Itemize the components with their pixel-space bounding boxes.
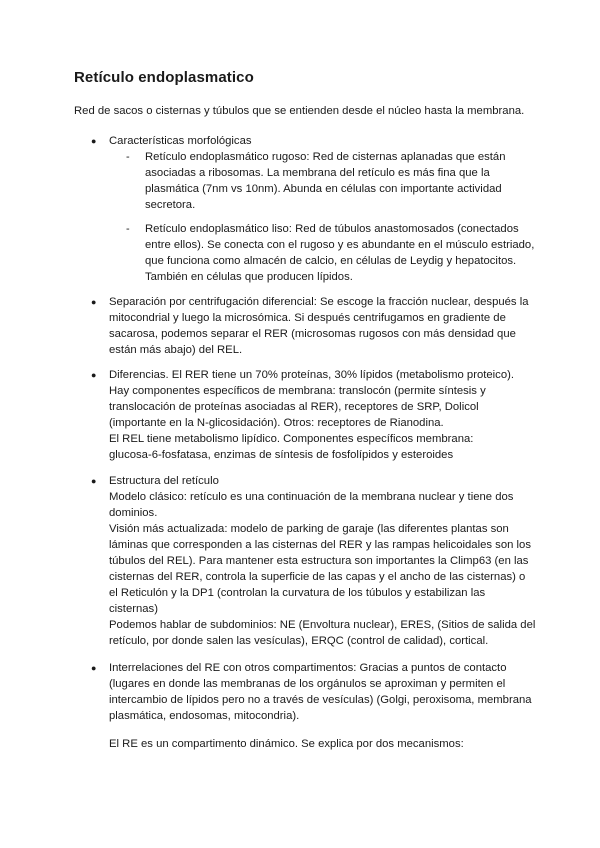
- text-line: láminas que corresponden a las cisternas del RER y las rampas helicoidales son los: [109, 539, 531, 551]
- intro-paragraph: Red de sacos o cisternas y túbulos que se entienden desde el núcleo hasta la membrana.: [74, 105, 525, 117]
- text-line: Diferencias. El RER tiene un 70% proteínas, 30% lípidos (metabolismo proteico).: [109, 369, 515, 381]
- bullet-icon: ●: [91, 297, 97, 307]
- section-text: [109, 473, 539, 617]
- text-line: (lugares en donde las membranas de los orgánulos se aproximan y permiten el: [109, 678, 506, 690]
- page-title: Retículo endoplasmatico: [74, 69, 254, 86]
- text-line: Retículo endoplasmático liso: Red de túbulos anastomosados (conectados: [145, 223, 519, 235]
- text-line: plasmática (7nm vs 10nm). Abunda en células con importante actividad: [145, 183, 502, 195]
- text-line: Separación por centrifugación diferencial: Se escoge la fracción nuclear, después la: [109, 296, 529, 308]
- section-text: [109, 367, 539, 463]
- text-line: túbulos del REL). Para mantener esta estructura son importantes la Climp63 (en las: [109, 555, 529, 567]
- text-line: dominios.: [109, 507, 158, 519]
- text-line: Estructura del retículo: [109, 475, 219, 487]
- bullet-icon: ●: [91, 370, 97, 380]
- text-line: plasmática, endosomas, mitocondria).: [109, 710, 300, 722]
- text-line: retículo, por donde salen las vesículas), ERQC (control de calidad), cortical.: [109, 635, 489, 647]
- text-line: (importante en la N-glicosidación). Otros: receptores de Rianodina.: [109, 417, 444, 429]
- text-line: Hay componentes específicos de membrana: translocón (permite síntesis y: [109, 385, 486, 397]
- text-line: Visión más actualizada: modelo de parking de garaje (las diferentes plantas son: [109, 523, 509, 535]
- section-text: [109, 294, 539, 358]
- sub-item-rer: [145, 149, 540, 213]
- text-line: están más abajo) del REL.: [109, 344, 243, 356]
- text-line: secretora.: [145, 199, 196, 211]
- sub-item-rel: [145, 221, 540, 285]
- text-line: El REL tiene metabolismo lipídico. Componentes específicos membrana:: [109, 433, 474, 445]
- text-line: Podemos hablar de subdominios: NE (Envoltura nuclear), ERES, (Sitios de salida del: [109, 619, 536, 631]
- text-line: intercambio de lípidos pero no a través de vesículas) (Golgi, peroxisoma, membrana: [109, 694, 532, 706]
- text-line: cisternas): [109, 603, 158, 615]
- text-line: asociadas a ribosomas. La membrana del retículo es más fina que la: [145, 167, 490, 179]
- section-extra-paragraph: [109, 736, 539, 752]
- dash-icon: -: [126, 151, 130, 163]
- text-line: El RE es un compartimento dinámico. Se explica por dos mecanismos:: [109, 738, 464, 750]
- text-line: entre ellos). Se conecta con el rugoso y es abundante en el músculo estriado,: [145, 239, 535, 251]
- text-line: cisternas del RER, controla la superficie de las capas y el ancho de las cisternas) o: [109, 571, 526, 583]
- text-line: el Reticulón y la DP1 (controlan la curvatura de los túbulos y estabilizan las: [109, 587, 486, 599]
- text-line: También en células que producen lípidos.: [145, 271, 353, 283]
- bullet-icon: ●: [91, 663, 97, 673]
- text-line: mitocondrial y luego la microsómica. Si después centrifugamos en gradiente de: [109, 312, 506, 324]
- text-line: glucosa-6-fosfatasa, enzimas de síntesis de fosfolípidos y esteroides: [109, 449, 454, 461]
- text-line: sacarosa, podemos separar el RER (microsomas rugosos con más densidad que: [109, 328, 516, 340]
- dash-icon: -: [126, 223, 130, 235]
- section-extra-paragraph: [109, 617, 539, 649]
- section-heading: Características morfológicas: [109, 135, 252, 147]
- bullet-icon: ●: [91, 136, 97, 146]
- bullet-icon: ●: [91, 476, 97, 486]
- text-line: Modelo clásico: retículo es una continuación de la membrana nuclear y tiene dos: [109, 491, 514, 503]
- section-text: [109, 660, 539, 724]
- text-line: Retículo endoplasmático rugoso: Red de cisternas aplanadas que están: [145, 151, 506, 163]
- text-line: que funciona como almacén de calcio, en células de Leydig y hepatocitos.: [145, 255, 517, 267]
- text-line: translocación de proteínas asociadas al RER), receptores de SRP, Dolicol: [109, 401, 479, 413]
- text-line: Interrelaciones del RE con otros compartimentos: Gracias a puntos de contacto: [109, 662, 507, 674]
